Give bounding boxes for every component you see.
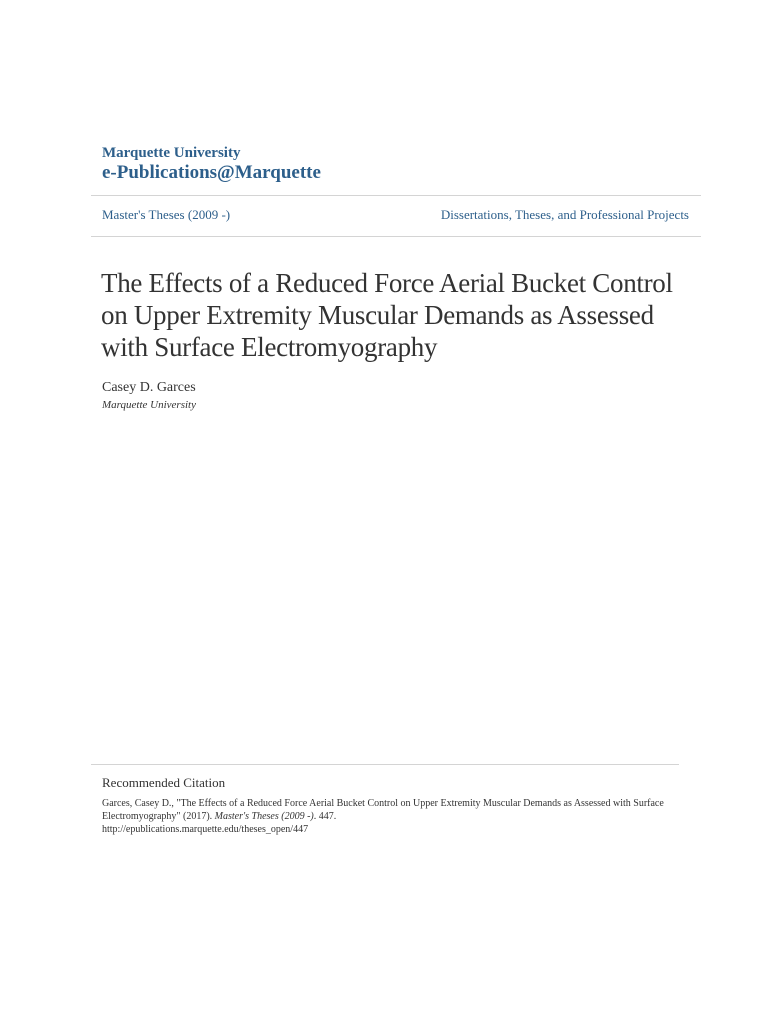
divider-top [91, 195, 701, 196]
paper-title: The Effects of a Reduced Force Aerial Bucket Control on Upper Extremity Muscular Demands as Assessed with Surface Electromyography [101, 268, 673, 362]
divider-middle [91, 236, 701, 237]
collection-link-dissertations[interactable]: Dissertations, Theses, and Professional Projects [440, 207, 689, 222]
university-name[interactable]: Marquette University [102, 145, 241, 161]
citation-heading: Recommended Citation [102, 775, 226, 790]
repository-name[interactable]: e-Publications@Marquette [102, 162, 321, 183]
citation-text-part2: . 447. [313, 811, 337, 822]
repository-header [102, 145, 321, 184]
citation-url-link[interactable]: http://epublications.marquette.edu/theses_open/447 [102, 824, 309, 835]
author-affiliation: Marquette University [102, 399, 196, 411]
citation-text [102, 797, 672, 836]
divider-citation [91, 764, 679, 765]
series-link-masters-theses[interactable]: Master's Theses (2009 -) [102, 207, 231, 222]
author-name: Casey D. Garces [102, 380, 196, 395]
citation-text-part1: Garces, Casey D., "The Effects of a Reduced Force Aerial Bucket Control on Upper Extremity Muscular Demands as Assessed with Surface Electromyography" (2017). [102, 798, 664, 822]
citation-series-italic: Master's Theses (2009 -) [214, 811, 314, 822]
